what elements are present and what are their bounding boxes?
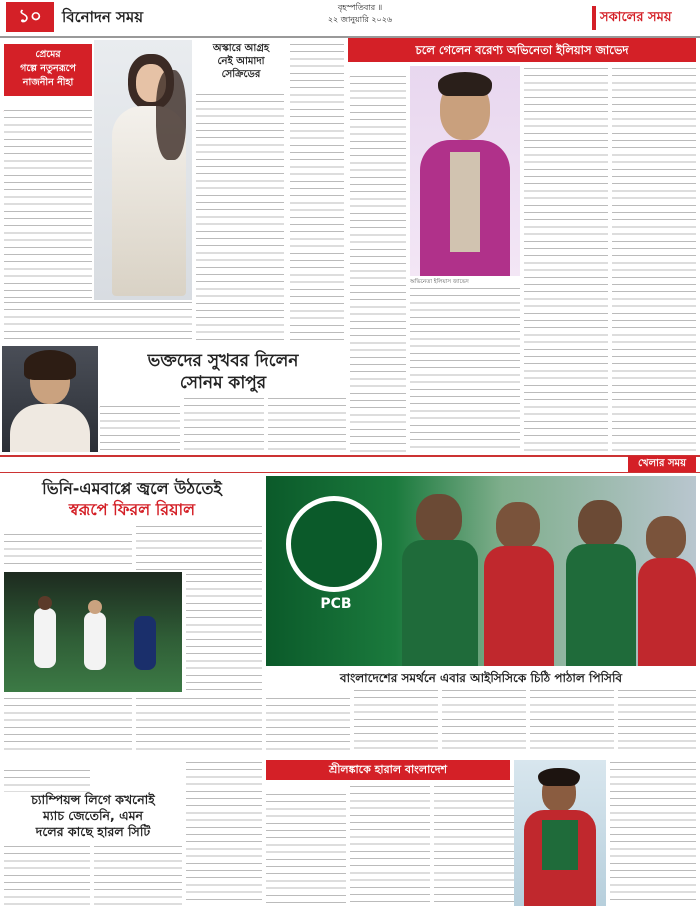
sports-section-bar (0, 455, 700, 473)
title-line2: ম্যাচ জেতেনি, এমন (43, 808, 143, 823)
story6-body-col5 (618, 688, 696, 754)
story1-body-bottom (4, 300, 192, 342)
story4-body-col3 (268, 396, 346, 452)
sports-section-label: খেলার সময় (628, 456, 696, 472)
title-line3: সেক্রিডের (221, 69, 261, 80)
title-line1: ভিনি-এমবাপ্পে জ্বলে উঠতেই (42, 479, 222, 498)
pcb-logo-text: PCB (320, 596, 352, 612)
story8-body-col4 (610, 760, 696, 906)
date-block (300, 2, 420, 26)
sonam-kapoor-photo (2, 346, 98, 452)
story5-headline (4, 478, 260, 520)
story7-body-col2 (94, 844, 182, 906)
story4-headline (100, 350, 346, 394)
story5-body-intro2 (136, 524, 262, 570)
womens-cricket-photo (514, 760, 606, 906)
story7-body-col3 (186, 760, 262, 906)
kicker-line2: গল্পে নতুনরূপে (20, 63, 76, 74)
title-line3: দলের কাছে হারল সিটি (35, 824, 151, 839)
story7-headline (4, 792, 182, 840)
story3-body-col3 (524, 66, 608, 452)
section-title: বিনোদন সময় (62, 8, 144, 26)
story4-body-col1 (100, 404, 180, 452)
story2-body-col2 (290, 42, 344, 342)
title-line2: সোনম কাপুর (179, 373, 267, 393)
story2-body-col1 (196, 92, 284, 342)
masthead-logo: সকালের সময় (592, 6, 696, 30)
real-madrid-photo (4, 572, 182, 692)
story3-body-col4 (612, 66, 696, 452)
pcb-bangladesh-photo (266, 476, 696, 666)
story1-kicker (4, 44, 92, 96)
day-text: বৃহস্পতিবার ॥ (337, 3, 383, 12)
kicker-line1: প্রেমের (35, 49, 61, 60)
story3-body-col2 (410, 286, 520, 452)
story2-headline (196, 42, 286, 81)
title-line1: অস্কারে আগ্রহ (212, 43, 270, 54)
title-line2: নেই আমাদা (217, 56, 265, 67)
title-line2: স্বরূপে ফিরল রিয়াল (68, 500, 196, 519)
story6-headline: বাংলাদেশের সমর্থনে এবার আইসিসিকে চিঠি পাঠাল পিসিবি (339, 671, 623, 685)
story5-body-intro (4, 532, 132, 570)
story5-body-col3 (4, 696, 132, 752)
story8-body-col2 (350, 784, 430, 906)
ilias-javed-photo (410, 66, 520, 276)
page-number: ১০ (6, 2, 54, 32)
date-text: ২২ জানুয়ারি ২০২৬ (327, 15, 393, 24)
story6-body-col2 (354, 688, 438, 754)
title-line1: ভক্তদের সুখবর দিলেন (147, 351, 299, 371)
story5-body-col4 (136, 696, 262, 752)
story3-headline: চলে গেলেন বরেণ্য অভিনেতা ইলিয়াস জাভেদ (348, 38, 696, 62)
story4-body-col2 (184, 396, 264, 452)
story1-body (4, 108, 92, 298)
title-line1: চ্যাম্পিয়ন্স লিগে কখনোই (31, 792, 155, 807)
story8-body-col1 (266, 792, 346, 906)
story7-body-col1 (4, 844, 90, 906)
story7-body-intro (4, 768, 90, 792)
story8-body-col3 (434, 784, 514, 906)
story3-body-col1 (350, 74, 406, 452)
niha-photo (94, 40, 192, 300)
story6-body-col3 (442, 688, 526, 754)
kicker-line3: নাজনীন নীহা (22, 77, 74, 88)
story6-body-col1 (266, 696, 350, 754)
story8-headline: শ্রীলঙ্কাকে হারাল বাংলাদেশ (266, 760, 510, 780)
story5-body-col2 (186, 572, 262, 692)
story6-body-col4 (530, 688, 614, 754)
ilias-photo-caption: অভিনেতা ইলিয়াস জাভেদ (410, 279, 469, 285)
